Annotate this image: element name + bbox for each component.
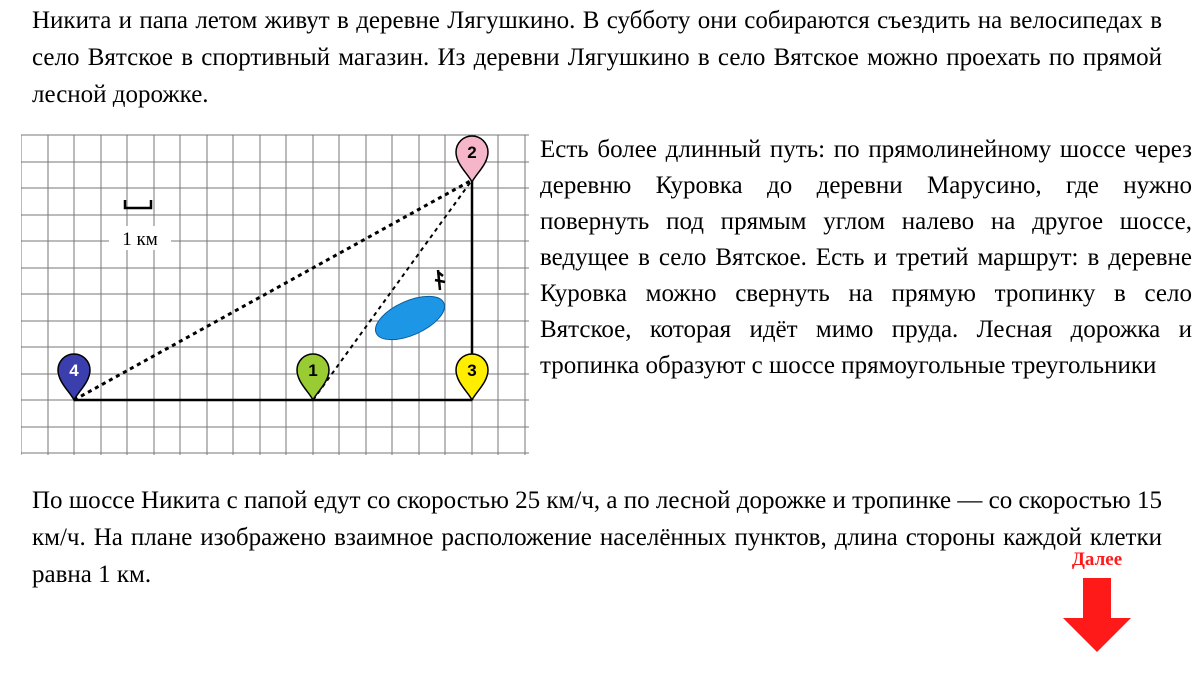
next-label: Далее	[1071, 549, 1123, 570]
pin-4-label: 4	[69, 361, 79, 380]
pin-1-label: 1	[308, 361, 318, 380]
pin-1	[297, 354, 329, 400]
pin-2-label: 2	[467, 143, 477, 162]
village-map	[21, 130, 529, 455]
forest-road	[74, 180, 472, 400]
intro-paragraph: Никита и папа летом живут в деревне Лягушкино. В субботу они собираются съездить на велосипедах в село Вятское в спортивный магазин. Из деревни Лягушкино в село Вятское можно проехать по прямой лесной дорожке.	[32, 7, 1162, 108]
pin-3	[456, 354, 488, 400]
map-grid	[21, 135, 529, 455]
pin-2	[456, 136, 488, 182]
pin-4	[58, 354, 90, 400]
scale-bar	[109, 200, 171, 250]
next-button[interactable]	[1055, 548, 1139, 658]
down-arrow-icon	[1063, 578, 1131, 652]
pond	[369, 287, 450, 348]
conditions-paragraph: По шоссе Никита с папой едут со скоростью 25 км/ч, а по лесной дорожке и тропинке — со скоростью 15 км/ч. На плане изображено взаимное расположение населённых пунктов, длина стороны каждой клетки равна 1 км.	[32, 487, 1162, 588]
pond-marker	[435, 270, 445, 290]
routes-paragraph: Есть более длинный путь: по прямолинейному шоссе через деревню Куровка до деревни Марусино, где нужно повернуть под прямым углом налево на другое шоссе, ведущее в село Вятское. Есть и третий маршрут: в деревне Куровка можно свернуть на прямую тропинку в село Вятское, которая идёт мимо пруда. Лесная дорожка и тропинка образуют с шоссе прямоугольные треугольники	[540, 136, 1192, 379]
scale-label: 1 км	[122, 229, 158, 250]
pin-3-label: 3	[467, 361, 477, 380]
